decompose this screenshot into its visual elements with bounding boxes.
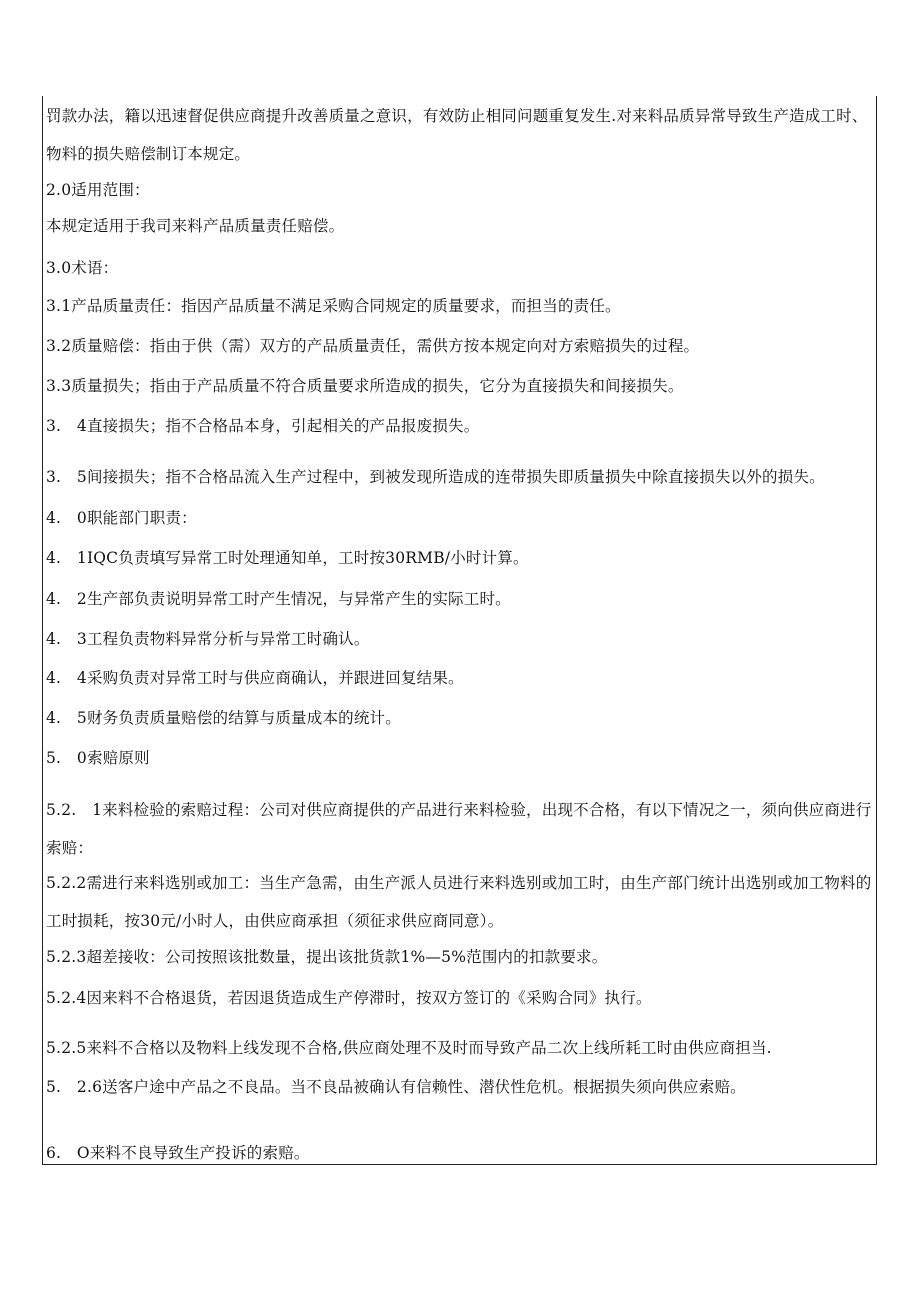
paragraph-claim-5-2-6: 5. 2.6送客户途中产品之不良品。当不良品被确认有信赖性、潜伏性危机。根据损失须向供应索赔。 — [46, 1078, 746, 1096]
section-heading-duties: 4. 0职能部门职责： — [46, 509, 197, 527]
paragraph-term-3-2: 3.2质量赔偿：指由于供（需）双方的产品质量责任，需供方按本规定向对方索赔损失的过程。 — [46, 337, 700, 355]
paragraph-claim-5-2-3: 5.2.3超差接收：公司按照该批数量，提出该批货款1%—5%范围内的扣款要求。 — [46, 948, 608, 966]
paragraph-intro: 罚款办法，籍以迅速督促供应商提升改善质量之意识，有效防止相同问题重复发生.对来料品质异常导致生产造成工时、物料的损失赔偿制订本规定。 — [46, 107, 868, 163]
paragraph-duty-4-5: 4. 5财务负责质量赔偿的结算与质量成本的统计。 — [46, 709, 401, 727]
paragraph-term-3-3: 3.3质量损失；指由于产品质量不符合质量要求所造成的损失，它分为直接损失和间接损失。 — [46, 377, 684, 395]
paragraph-term-3-4: 3. 4直接损失；指不合格品本身，引起相关的产品报废损失。 — [46, 417, 480, 435]
paragraph-scope: 本规定适用于我司来料产品质量责任赔偿。 — [46, 217, 345, 235]
paragraph-claim-5-2-4: 5.2.4因来料不合格退货，若因退货造成生产停滞时，按双方签订的《采购合同》执行。 — [46, 989, 652, 1007]
paragraph-duty-4-2: 4. 2生产部负责说明异常工时产生情况，与异常产生的实际工时。 — [46, 590, 511, 608]
paragraph-duty-4-4: 4. 4采购负责对异常工时与供应商确认，并跟进回复结果。 — [46, 669, 464, 687]
section-heading-terms: 3.0术语： — [46, 259, 119, 277]
paragraph-claim-5-2-1: 5.2. 1来料检验的索赔过程：公司对供应商提供的产品进行来料检验，出现不合格，有以下情况之一，须向供应商进行索赔： — [46, 801, 872, 857]
paragraph-duty-4-1: 4. 1IQC负责填写异常工时处理通知单，工时按30RMB/小时计算。 — [46, 549, 529, 567]
paragraph-claim-5-2-2: 5.2.2需进行来料选别或加工：当生产急需，由生产派人员进行来料选别或加工时，由生产部门统计出选别或加工物料的工时损耗，按30元/小时人，由供应商承担（须征求供应商同意）。 — [46, 874, 872, 930]
section-heading-principles: 5. 0索赔原则 — [46, 749, 150, 767]
paragraph-term-3-1: 3.1产品质量责任：指因产品质量不满足采购合同规定的质量要求，而担当的责任。 — [46, 297, 621, 315]
paragraph-term-3-5: 3. 5间接损失；指不合格品流入生产过程中，到被发现所造成的连带损失即质量损失中除直接损失以外的损失。 — [46, 468, 825, 486]
paragraph-duty-4-3: 4. 3工程负责物料异常分析与异常工时确认。 — [46, 630, 370, 648]
paragraph-claim-5-2-5: 5.2.5来料不合格以及物料上线发现不合格,供应商处理不及时而导致产品二次上线所耗工时由供应商担当. — [46, 1039, 772, 1057]
section-heading-complaints: 6. O来料不良导致生产投诉的索赔。 — [46, 1144, 310, 1162]
section-heading-scope: 2.0适用范围： — [46, 181, 150, 199]
